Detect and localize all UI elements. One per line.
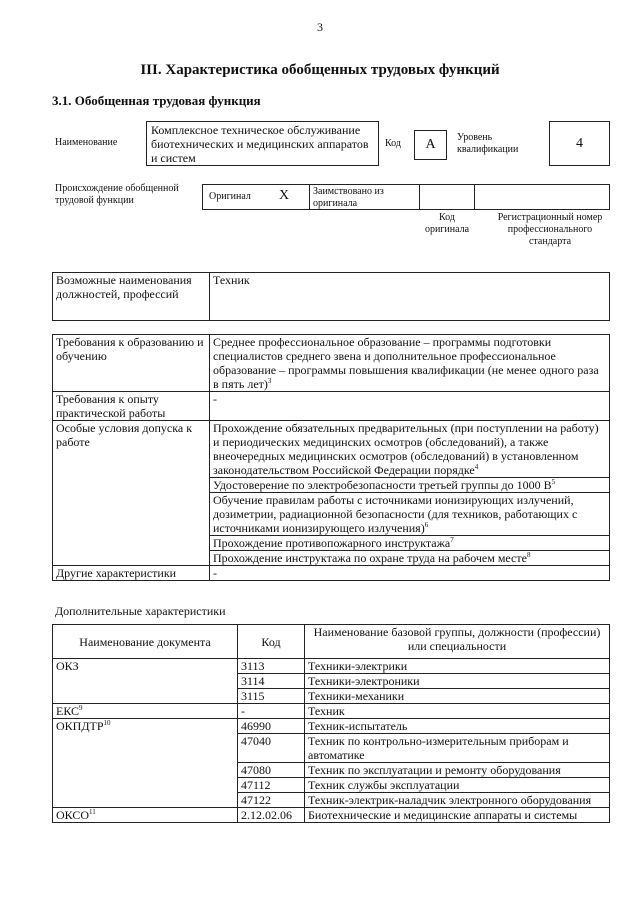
occupation-name-cell: Техник по контрольно-измерительным приборам и автоматике [305,734,610,763]
additional-table [52,624,610,823]
name-label: Наименование [55,137,118,148]
code-cell: - [238,704,305,719]
doc-name-cell: ЕКС$^9$ [53,704,238,719]
level-value: 4 [549,121,610,166]
code-cell: 3113 [238,659,305,674]
education-value: Среднее профессиональное образование – программы подготовки специалистов среднего звена и дополнительное профессиональное образование – программы повышения квалификации (не менее одного раза в пять лет)$^3$ [210,335,610,392]
code-label: Код [385,138,401,149]
special-condition-item: Прохождение противопожарного инструктажа$^7$ [210,536,609,551]
code-cell: 3115 [238,689,305,704]
occupation-name-cell: Техник-испытатель [305,719,610,734]
occupation-name-cell: Биотехнические и медицинские аппараты и системы [305,808,610,823]
other-value: - [210,566,610,581]
original-code-cell [419,184,475,210]
doc-name-cell: ОКЗ [53,659,238,704]
education-label: Требования к образованию и обучению [53,335,210,392]
table-row [53,704,610,719]
col-code-header: Код [238,625,305,659]
special-items [210,421,610,566]
occupation-name-cell: Техники-электроники [305,674,610,689]
positions-label: Возможные наименования должностей, профессий [53,273,210,321]
original-cell [202,184,310,210]
special-label: Особые условия допуска к работе [53,421,210,566]
origin-label: Происхождение обобщенной трудовой функции [55,183,179,206]
additional-title: Дополнительные характеристики [55,604,226,618]
positions-table [52,272,610,321]
occupation-name-cell: Техник [305,704,610,719]
code-cell: 47080 [238,763,305,778]
borrowed-cell: Заимствовано из оригинала [309,184,420,210]
col-name-header: Наименование базовой группы, должности (профессии) или специальности [305,625,610,659]
table-row [53,659,610,674]
special-condition-item: Удостоверение по электробезопасности третьей группы до 1000 $В^5$ [210,478,609,493]
special-condition-item: Обучение правилам работы с источниками ионизирующих излучений, дозиметрии, радиационной безопасности (для техников, работающих с источниками ионизирующего излучения)$^6$ [210,493,609,536]
code-cell: 47040 [238,734,305,763]
code-cell: 46990 [238,719,305,734]
code-value: А [414,130,447,160]
occupation-name-cell: Техники-механики [305,689,610,704]
reg-number-caption: Регистрационный номер профессионального стандарта [497,212,603,247]
section-title: III. Характеристика обобщенных трудовых функций [140,62,500,78]
occupation-name-cell: Техник-электрик-наладчик электронного оборудования [305,793,610,808]
code-cell: 47112 [238,778,305,793]
original-code-caption: Код оригинала [424,212,470,235]
original-label: Оригинал [209,191,251,202]
experience-value: - [210,392,610,421]
positions-value: Техник [210,273,610,321]
doc-name-cell: ОКСО$^{11}$ [53,808,238,823]
code-cell: 47122 [238,793,305,808]
occupation-name-cell: Техники-электрики [305,659,610,674]
original-mark: X [279,188,290,203]
page-number: 3 [317,20,323,34]
name-value: Комплексное техническое обслуживание биотехнических и медицинских аппаратов и систем [146,121,379,166]
other-label: Другие характеристики [53,566,210,581]
table-row [53,719,610,734]
subsection-title: 3.1. Обобщенная трудовая функция [52,93,261,108]
table-row [53,808,610,823]
special-condition-item: Прохождение обязательных предварительных (при поступлении на работу) и периодических медицинских осмотров (обследований), а также внеочередных медицинских осмотров (обследований) в установленном законодательством Российской Федерации порядке$^4$ [210,421,609,478]
level-label: Уровень квалификации [457,132,519,155]
code-cell: 3114 [238,674,305,689]
special-condition-item: Прохождение инструктажа по охране труда на рабочем месте$^8$ [213,551,531,565]
col-doc-header: Наименование документа [53,625,238,659]
occupation-name-cell: Техник службы эксплуатации [305,778,610,793]
code-cell: 2.12.02.06 [238,808,305,823]
experience-label: Требования к опыту практической работы [53,392,210,421]
requirements-table [52,334,610,581]
occupation-name-cell: Техник по эксплуатации и ремонту оборудования [305,763,610,778]
doc-name-cell: ОКПДТР$^{10}$ [53,719,238,808]
reg-number-cell [474,184,610,210]
